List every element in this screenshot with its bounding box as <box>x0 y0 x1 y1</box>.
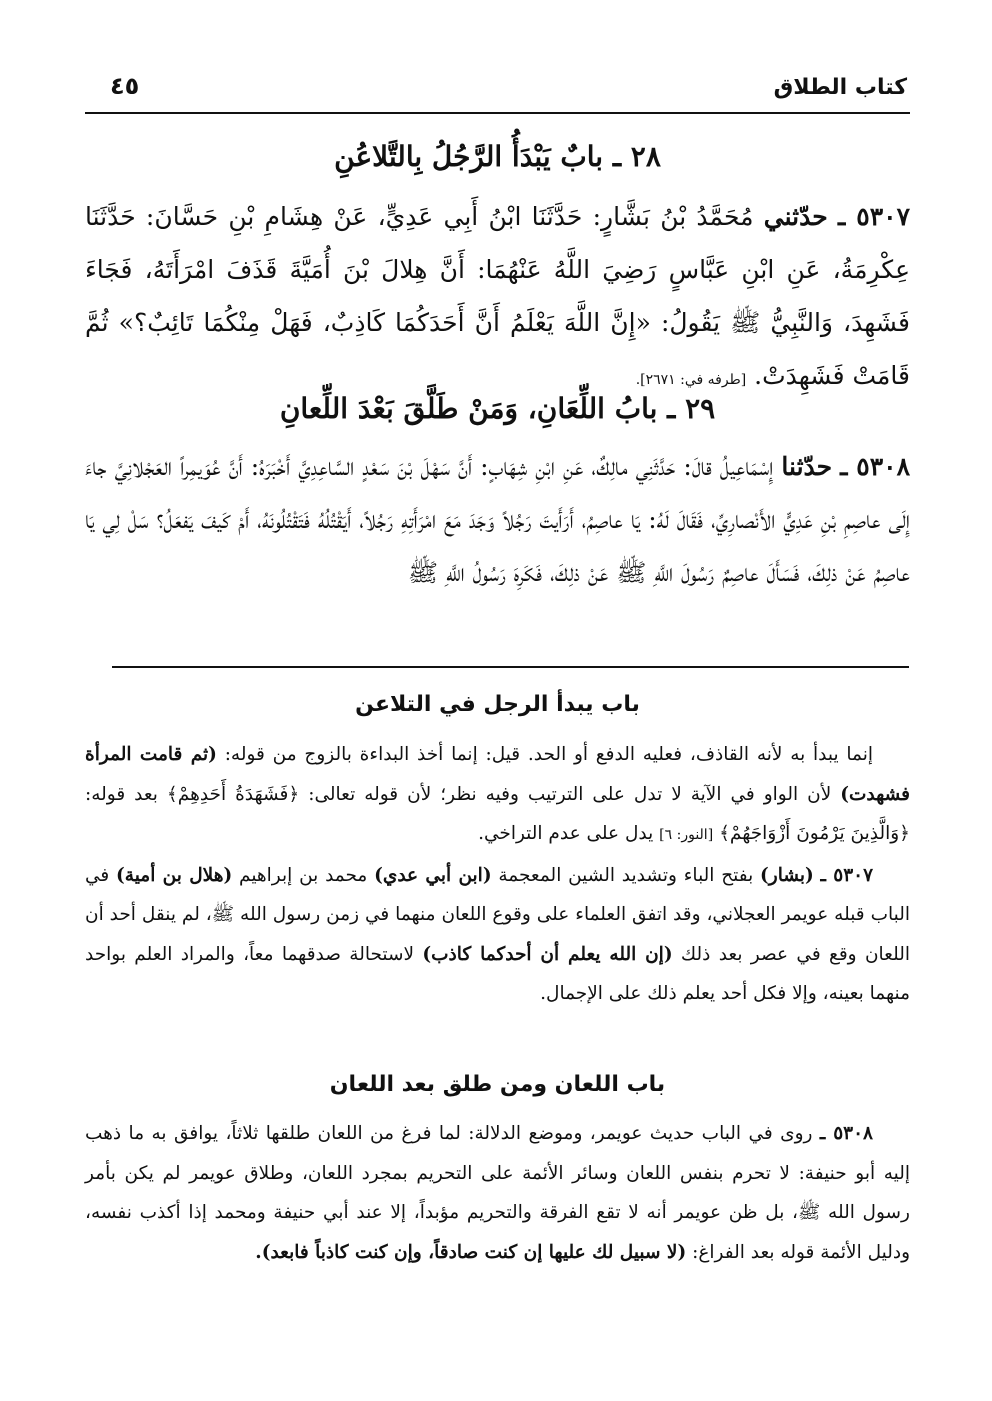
hadith-number: ٥٣٠٧ ـ <box>820 864 874 886</box>
hadith-number: ٥٣٠٧ ـ <box>837 202 910 231</box>
footnote-separator <box>112 666 909 668</box>
quran-reference: [النور: ٦] <box>659 827 714 843</box>
commentary-text: محمد بن إبراهيم <box>239 864 368 886</box>
commentary-quote: (بشار) <box>760 864 814 886</box>
hadith-lead: حدّثنا <box>781 452 833 481</box>
commentary-paragraph <box>85 856 910 1014</box>
commentary-text: لأن الواو في الآية لا تدل على الترتيب وفيه نظر؛ لأن قوله تعالى: ﴿فَشَهَدَةُ أَحَدِهِمْ﴾ بعد قوله: ﴿وَالَّذِينَ يَرْمُونَ أَزْوَاجَهُمْ﴾ <box>85 783 910 844</box>
hadith-text: إِسْمَاعِيلُ قالَ: حَدَّثَنِي مالِكٌ، عَنِ ابْنِ شِهَابٍ: أَنَّ سَهْلَ بْنَ سَعْدٍ السَّاعِدِيَّ أَخْبَرَهُ: أَنَّ عُوَيمِراً العَجْلانِيَّ جاءَ إِلَى عاصِمِ بْنِ عَدِيٍّ الأَنْصارِيِّ، فَقَالَ لَهُ: يَا عاصِمُ، أَرَأَيتَ رَجُلاً وَجَدَ مَعَ امْرَأَتِهِ رَجُلاً، أَيَقْتُلُهُ فَتَقْتُلُونَهُ، أَمْ كَيفَ يَفعَلُ؟ سَلْ لِي يَا عاصِمُ عَنْ ذلِكَ، فَسَأَلَ عاصِمٌ رَسُولَ اللَّهِ ﷺ عَنْ ذلِكَ، فَكَرِهَ رَسُولُ اللَّهِ ﷺ <box>85 452 910 587</box>
page-number: ٤٥ <box>110 72 140 100</box>
hadith-lead: حدّثني <box>763 202 828 231</box>
commentary-text: يدل على عدم التراخي. <box>478 823 654 844</box>
commentary-text: روى في الباب حديث عويمر، وموضع الدلالة: لما فرغ من اللعان طلقها ثلاثاً، يوافق به ما ذهب إليه أبو حنيفة: لا تحرم بنفس اللعان وسائر الأئمة على التحريم بمجرد اللعان، وطلاق عويمر لم يكن بأمر رسول الله ﷺ، بل ظن عويمر أنه لا تقع الفرقة والتحريم مؤبداً، إلا عند أبي حنيفة ومحمد إذا أكذب نفسه، ودليل الأئمة قوله بعد الفراغ: <box>85 1123 910 1263</box>
hadith-5308 <box>85 440 910 599</box>
commentary-block-2 <box>85 1114 910 1272</box>
commentary-text: في الباب قبله عويمر العجلاني، وقد اتفق العلماء على وقوع اللعان منهما في زمن رسول الله ﷺ، لم ينقل أحد أن اللعان وقع في عصر بعد ذلك <box>85 864 910 965</box>
commentary-text: بفتح الباء وتشديد الشين المعجمة <box>498 864 754 886</box>
commentary-text: إنما يبدأ به لأنه القاذف، فعليه الدفع أو الحد. قيل: إنما أخذ البداءة بالزوج من قوله: <box>224 744 873 765</box>
commentary-quote: (ابن أبي عدي) <box>374 864 492 886</box>
commentary-paragraph <box>85 1114 910 1272</box>
chapter-heading-28: ٢٨ ـ بابٌ يَبْدَأُ الرَّجُلُ بِالتَّلاعُنِ <box>334 140 661 173</box>
hadith-5307 <box>85 190 910 407</box>
hadith-cross-reference: [طرفه في: ٢٦٧١]. <box>635 372 747 388</box>
header-rule <box>85 112 910 114</box>
commentary-heading-1: باب يبدأ الرجل في التلاعن <box>355 692 640 717</box>
commentary-quote: (إن الله يعلم أن أحدكما كاذب) <box>422 943 673 965</box>
hadith-number: ٥٣٠٨ ـ <box>840 452 911 481</box>
chapter-heading-29: ٢٩ ـ بابُ اللِّعَانِ، وَمَنْ طَلَّقَ بَعْدَ اللِّعانِ <box>279 392 716 425</box>
commentary-text: لاستحالة صدقهما معاً، والمراد العلم بواحد منهما بعينه، وإلا فكل أحد يعلم ذلك على الإجمال. <box>85 943 910 1004</box>
commentary-heading-2: باب اللعان ومن طلق بعد اللعان <box>329 1072 666 1097</box>
commentary-quote: (لا سبيل لك عليها إن كنت صادقاً، وإن كنت كاذباً فابعد). <box>255 1241 687 1263</box>
hadith-number: ٥٣٠٨ ـ <box>819 1123 873 1144</box>
commentary-paragraph <box>85 735 910 856</box>
running-title: كتاب الطلاق <box>773 75 907 100</box>
commentary-block-1 <box>85 735 910 1014</box>
hadith-text: مُحَمَّدُ بْنُ بَشَّارٍ: حَدَّثَنَا ابْنُ أَبِي عَدِيٍّ، عَنْ هِشَامِ بْنِ حَسَّانَ: حَدَّثَنَا عِكْرِمَةُ، عَنِ ابْنِ عَبَّاسٍ رَضِيَ اللَّهُ عَنْهُمَا: أَنَّ هِلالَ بْنَ أُمَيَّةَ قَذَفَ امْرَأَتَهُ، فَجَاءَ فَشَهِدَ، وَالنَّبِيُّ ﷺ يَقُولُ: «إِنَّ اللَّهَ يَعْلَمُ أَنَّ أَحَدَكُمَا كَاذِبٌ، فَهَلْ مِنْكُمَا تَائِبٌ؟» ثُمَّ قَامَتْ فَشَهِدَتْ. <box>85 202 910 390</box>
commentary-quote: (ثم قامت المرأة فشهدت) <box>85 744 910 805</box>
commentary-quote: (هلال بن أمية) <box>116 864 233 886</box>
